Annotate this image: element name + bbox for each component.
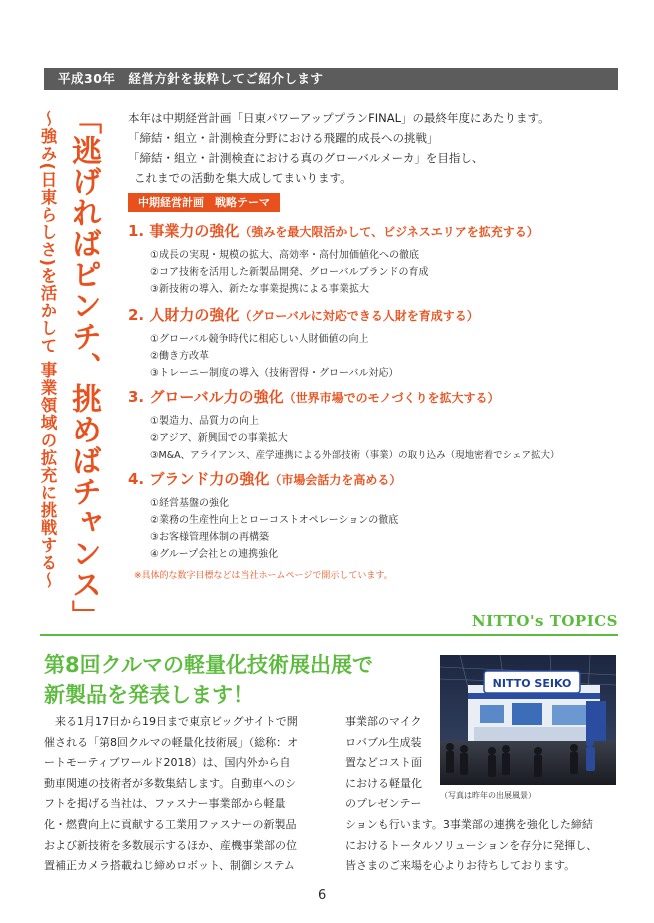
news-body-line: フトを掲げる当社は、ファスナー事業部から軽量 bbox=[44, 797, 286, 811]
strategy-title: 2. 人財力の強化 bbox=[128, 306, 240, 324]
strategy-item: ③トレーニー制度の導入（技術習得・グローバル対応） bbox=[150, 368, 399, 379]
strategy-item: ①グローバル競争時代に相応しい人財価値の向上 bbox=[150, 334, 369, 345]
news-headline-line: 新製品を発表します！ bbox=[44, 683, 254, 707]
strategy-items bbox=[128, 247, 628, 298]
news-body-line: 動車関連の技術者が多数集結します。自動車へのシ bbox=[44, 776, 297, 790]
intro-line: これまでの活動を集大成してまいります。 bbox=[134, 171, 352, 185]
news-headline bbox=[44, 650, 424, 710]
footnote: ※具体的な数字目標などは当社ホームページで開示しています。 bbox=[134, 571, 393, 581]
topics-banner bbox=[40, 612, 618, 636]
strategy-item: ②働き方改革 bbox=[150, 351, 209, 362]
exhibition-photo-illustration bbox=[440, 655, 616, 785]
news-body-right bbox=[345, 815, 620, 877]
news-body-line: 来る1月17日から19日まで東京ビッグサイトで開 bbox=[44, 715, 298, 728]
slogan-main: 「逃げればピンチ、挑めばチャンス」 bbox=[66, 104, 101, 631]
strategy-theme-label: 中期経営計画 戦略テーマ bbox=[128, 193, 280, 212]
news-body-line: における軽量化 bbox=[345, 776, 422, 790]
strategy-item: ①成長の実現・規模の拡大、高効率・高付加価値化への徹底 bbox=[150, 250, 419, 261]
strategy-item: ②業務の生産性向上とローコストオペレーションの徹底 bbox=[150, 515, 399, 526]
strategy-subtitle: （強みを最大限活かして、ビジネスエリアを拡充する） bbox=[239, 225, 539, 239]
strategy-title: 4. ブランド力の強化 bbox=[128, 470, 270, 488]
page-number: 6 bbox=[318, 888, 327, 903]
strategy-1 bbox=[128, 220, 628, 298]
section-header-bar: 平成30年 経営方針を抜粋してご紹介します bbox=[44, 68, 618, 90]
news-body-line: ションも行います。3事業部の連携を強化した締結 bbox=[345, 818, 593, 831]
news-body-line: および新技術を多数展示するほか、産機事業部の位 bbox=[44, 838, 297, 852]
strategy-items bbox=[128, 495, 628, 563]
strategy-3 bbox=[128, 386, 628, 464]
strategy-item: ③お客様管理体制の再構築 bbox=[150, 532, 269, 543]
strategy-title: 3. グローバル力の強化 bbox=[128, 388, 284, 406]
news-body-line: 置補正カメラ搭載ねじ締めロボット、制御システム bbox=[44, 859, 295, 873]
exhibition-photo bbox=[440, 655, 616, 785]
topics-divider bbox=[40, 634, 618, 636]
strategy-heading bbox=[128, 220, 628, 243]
strategy-item: ③M&A、アライアンス、産学連携による外部技術（事業）の取り込み（現地密着でシェア拡大） bbox=[150, 450, 560, 461]
news-body-line: ートモーティブワールド2018）は、国内外から自 bbox=[44, 756, 291, 770]
topics-title: NITTO's TOPICS bbox=[471, 612, 618, 630]
strategy-item: ②アジア、新興国での事業拡大 bbox=[150, 433, 288, 444]
news-body-line: 皆さまのご来場を心よりお待ちしております。 bbox=[345, 859, 576, 873]
photo-sign-text: NITTO SEIKO bbox=[492, 677, 572, 690]
intro-line: 「締結・組立・計測検査分野における飛躍的成長への挑戦」 bbox=[128, 131, 439, 145]
strategy-items bbox=[128, 331, 628, 382]
slogan-sub: 〜強み(日東らしさ)を活かして 事業領域の拡充に挑戦する〜 bbox=[38, 110, 57, 589]
strategy-heading bbox=[128, 468, 628, 491]
strategy-subtitle: （世界市場でのモノづくりを拡大する） bbox=[283, 391, 500, 405]
news-body-line: 化・燃費向上に貢献する工業用ファスナーの新製品 bbox=[44, 817, 297, 831]
intro-line: 「締結・組立・計測検査における真のグローバルメーカ」を目指し、 bbox=[128, 151, 484, 165]
news-body-left bbox=[44, 712, 326, 877]
strategy-item: ③新技術の導入、新たな事業提携による事業拡大 bbox=[150, 284, 369, 295]
strategy-title: 1. 事業力の強化 bbox=[128, 222, 240, 240]
strategy-items bbox=[128, 413, 628, 464]
intro-line: 本年は中期経営計画「日東パワーアッププランFINAL」の最終年度にあたります。 bbox=[128, 111, 550, 125]
news-body-line: 置などコスト面 bbox=[345, 756, 422, 770]
news-headline-line: 第8回クルマの軽量化技術展出展で bbox=[44, 653, 373, 677]
strategy-subtitle: （グローバルに対応できる人財を育成する） bbox=[239, 309, 479, 323]
strategy-item: ①製造力、品質力の向上 bbox=[150, 416, 259, 427]
strategy-item: ②コア技術を活用した新製品開発、グローバルブランドの育成 bbox=[150, 267, 429, 278]
strategy-heading bbox=[128, 304, 628, 327]
news-body-line: のプレゼンテー bbox=[345, 797, 422, 811]
strategy-item: ④グループ会社との連携強化 bbox=[150, 549, 279, 560]
news-body-line: ロバブル生成装 bbox=[345, 735, 422, 749]
intro-text bbox=[128, 108, 618, 188]
strategy-subtitle: （市場会話力を高める） bbox=[269, 473, 402, 487]
news-body-line: 催される「第8回クルマの軽量化技術展」（総称：オ bbox=[44, 735, 299, 749]
photo-caption: （写真は昨年の出展風景） bbox=[440, 791, 536, 800]
news-body-line: におけるトータルソリューションを存分に発揮し、 bbox=[345, 838, 598, 852]
strategy-4 bbox=[128, 468, 628, 563]
strategy-heading bbox=[128, 386, 628, 409]
strategy-item: ①経営基盤の強化 bbox=[150, 498, 229, 509]
news-body-line: 事業部のマイク bbox=[345, 715, 422, 728]
strategy-2 bbox=[128, 304, 628, 382]
news-body-mid bbox=[345, 712, 435, 815]
